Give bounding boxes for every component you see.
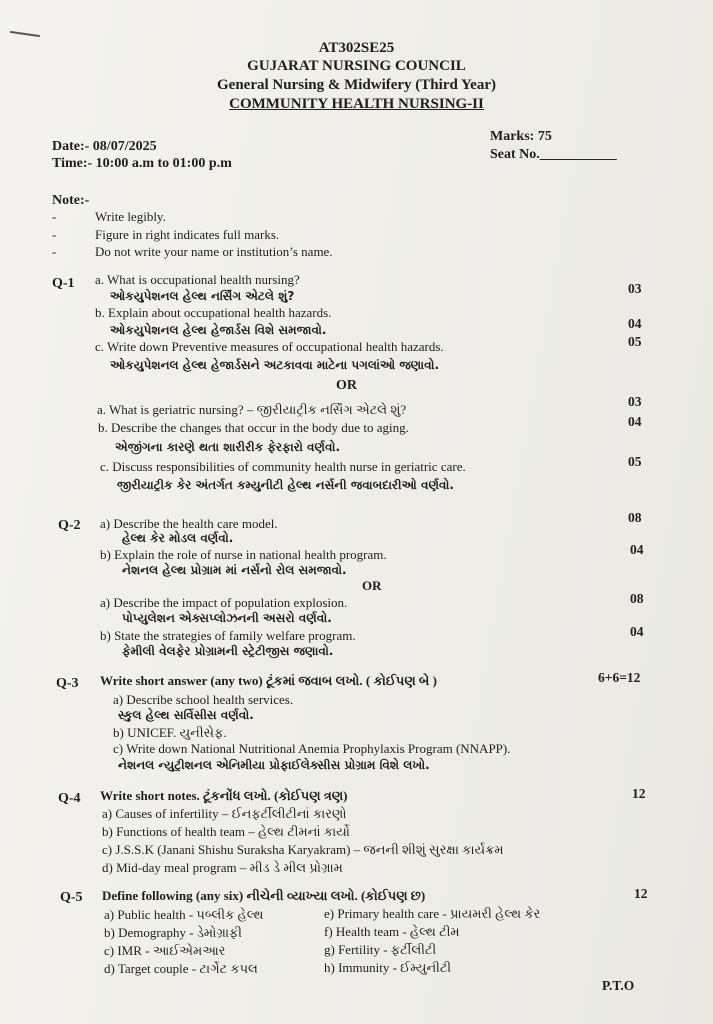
note-item: Write legibly.	[95, 209, 166, 224]
q4-item: c) J.S.S.K (Janani Shishu Suraksha Karyakram) – જનની શીશું સુરક્ષા કાર્યક્રમ	[102, 842, 504, 857]
subject-title: COMMUNITY HEALTH NURSING-II	[229, 96, 484, 112]
q5-left-item: c) IMR - આઈએમઆર	[104, 943, 226, 958]
q2b2-gujarati: ફેમીલી વેલફેર પ્રોગ્રામની સ્ટ્રેટીજીસ જણાવો.	[122, 644, 334, 658]
q5-right-item: h) Immunity - ઈમ્યુનીટી	[324, 960, 452, 975]
q2a-marks: 08	[628, 510, 642, 525]
q2b-marks: 04	[630, 542, 644, 557]
pto-label: P.T.O	[602, 978, 635, 993]
pen-mark	[10, 31, 40, 37]
q1a2-text: a. What is geriatric nursing? – જીરીયાટ્રીક નર્સિંગ એટલે શું?	[97, 402, 407, 417]
q2b2-english: b) State the strategies of family welfare program.	[100, 628, 356, 643]
note-item: Figure in right indicates full marks.	[95, 227, 280, 242]
q2a2-gujarati: પોપ્યુલેશન એક્સપ્લોઝનની અસરો વર્ણવો.	[122, 611, 332, 625]
q2b-gujarati: નેશનલ હેલ્થ પ્રોગ્રામ માં નર્સનો રોલ સમજાવો.	[122, 563, 347, 577]
q4-item: d) Mid-day meal program – મીડ ડે મીલ પ્રોગ્રામ	[102, 860, 343, 875]
q3a-english: a) Describe school health services.	[113, 692, 294, 707]
q2a2-marks: 08	[630, 591, 644, 606]
q1a2-marks: 03	[628, 394, 642, 409]
q5-marks: 12	[634, 886, 648, 901]
q4-title: Write short notes. ટૂંકનોંધ લખો. (કોઈપણ ત્રણ)	[100, 788, 348, 803]
q3c-english: c) Write down National Nutritional Anemia Prophylaxis Program (NNAPP).	[113, 741, 511, 756]
q5-right-item: e) Primary health care - પ્રાયમરી હેલ્થ કેર	[324, 906, 541, 921]
q2b-english: b) Explain the role of nurse in national health program.	[100, 547, 387, 562]
q1c-gujarati: ઓકયુપેશનલ હેલ્થ હેજાર્ડસને અટકાવવા માટેના પગલાંઓ જણાવો.	[110, 358, 440, 372]
total-marks: Marks: 75	[490, 129, 552, 144]
q1a-gujarati: ઓકયુપેશનલ હેલ્થ નર્સિંગ એટલે શું?	[110, 289, 295, 303]
q1b2-marks: 04	[628, 414, 642, 429]
q2b2-marks: 04	[630, 624, 644, 639]
q4-marks: 12	[632, 786, 646, 801]
q2a2-english: a) Describe the impact of population explosion.	[100, 595, 348, 610]
note-title: Note:-	[52, 193, 90, 208]
q2a-english: a) Describe the health care model.	[100, 516, 278, 531]
q3-marks: 6+6=12	[598, 670, 641, 685]
council-name: GUJARAT NURSING COUNCIL	[247, 58, 466, 74]
note-bullet: -	[52, 227, 57, 242]
note-bullet: -	[52, 244, 57, 259]
q5-left-item: a) Public health - પબ્લીક હેલ્થ	[104, 907, 264, 922]
q1b-english: b. Explain about occupational health hazards.	[95, 305, 332, 320]
course-name: General Nursing & Midwifery (Third Year)	[217, 77, 496, 93]
paper-code: AT302SE25	[318, 40, 395, 56]
q1a-marks: 03	[628, 281, 642, 296]
q1b-marks: 04	[628, 316, 642, 331]
q1-or: OR	[336, 378, 357, 393]
q3a-gujarati: સ્કુલ હેલ્થ સર્વિસીસ વર્ણવો.	[118, 708, 254, 722]
q5-left-item: b) Demography - ડેમોગ્રાફી	[104, 925, 243, 940]
seat-number: Seat No.___________	[490, 147, 617, 162]
q3c-gujarati: નેશનલ ન્યુટ્રીશનલ એનિમીયા પ્રોફાઈલેક્સીસ પ્રોગ્રામ વિશે લખો.	[118, 758, 430, 772]
q4-label: Q-4	[58, 791, 81, 806]
q5-right-item: f) Health team - હેલ્થ ટીમ	[324, 924, 460, 939]
q2a-gujarati: હેલ્થ કેર મોડલ વર્ણવો.	[122, 531, 234, 545]
q5-label: Q-5	[60, 890, 83, 905]
q3b-text: b) UNICEF. યુનીસેફ.	[113, 725, 227, 740]
q1c2-gujarati: જીરીયાટ્રીક કેર અંતર્ગત કમ્યુનીટી હેલ્થ નર્સની જવાબદારીઓ વર્ણવો.	[117, 478, 454, 492]
q1c2-english: c. Discuss responsibilities of community health nurse in geriatric care.	[100, 459, 466, 474]
exam-time: Time:- 10:00 a.m to 01:00 p.m	[52, 156, 232, 171]
q2-or: OR	[362, 578, 382, 593]
q5-left-item: d) Target couple - ટાર્ગેટ કપલ	[104, 961, 258, 976]
q1b2-gujarati: એજીંગના કારણે થતા શારીરીક ફેરફારો વર્ણવો.	[115, 440, 340, 454]
q5-right-item: g) Fertility - ફર્ટીલીટી	[324, 942, 437, 957]
note-item: Do not write your name or institution’s name.	[95, 244, 333, 259]
q1c-english: c. Write down Preventive measures of occupational health hazards.	[95, 339, 444, 354]
q5-title: Define following (any six) નીચેની વ્યાખ્યા લખો. (કોઈપણ છ)	[102, 888, 426, 903]
exam-date: Date:- 08/07/2025	[52, 139, 157, 154]
q3-label: Q-3	[56, 676, 79, 691]
q1c2-marks: 05	[628, 454, 642, 469]
q1-label: Q-1	[52, 276, 75, 291]
q1c-marks: 05	[628, 334, 642, 349]
q2-label: Q-2	[58, 518, 81, 533]
q1b2-english: b. Describe the changes that occur in the body due to aging.	[98, 420, 409, 435]
q1a-english: a. What is occupational health nursing?	[95, 272, 300, 287]
q3-title: Write short answer (any two) ટૂંકમાં જવાબ લખો. ( કોઈપણ બે )	[100, 673, 437, 688]
q1b-gujarati: ઓકયુપેશનલ હેલ્થ હેજાર્ડસ વિશે સમજાવો.	[110, 323, 327, 337]
q4-item: b) Functions of health team – હેલ્થ ટીમનાં કાર્યો	[102, 824, 350, 839]
note-bullet: -	[52, 209, 57, 224]
q4-item: a) Causes of infertility – ઈનફર્ટીલીટીનાં કારણો	[102, 806, 347, 821]
